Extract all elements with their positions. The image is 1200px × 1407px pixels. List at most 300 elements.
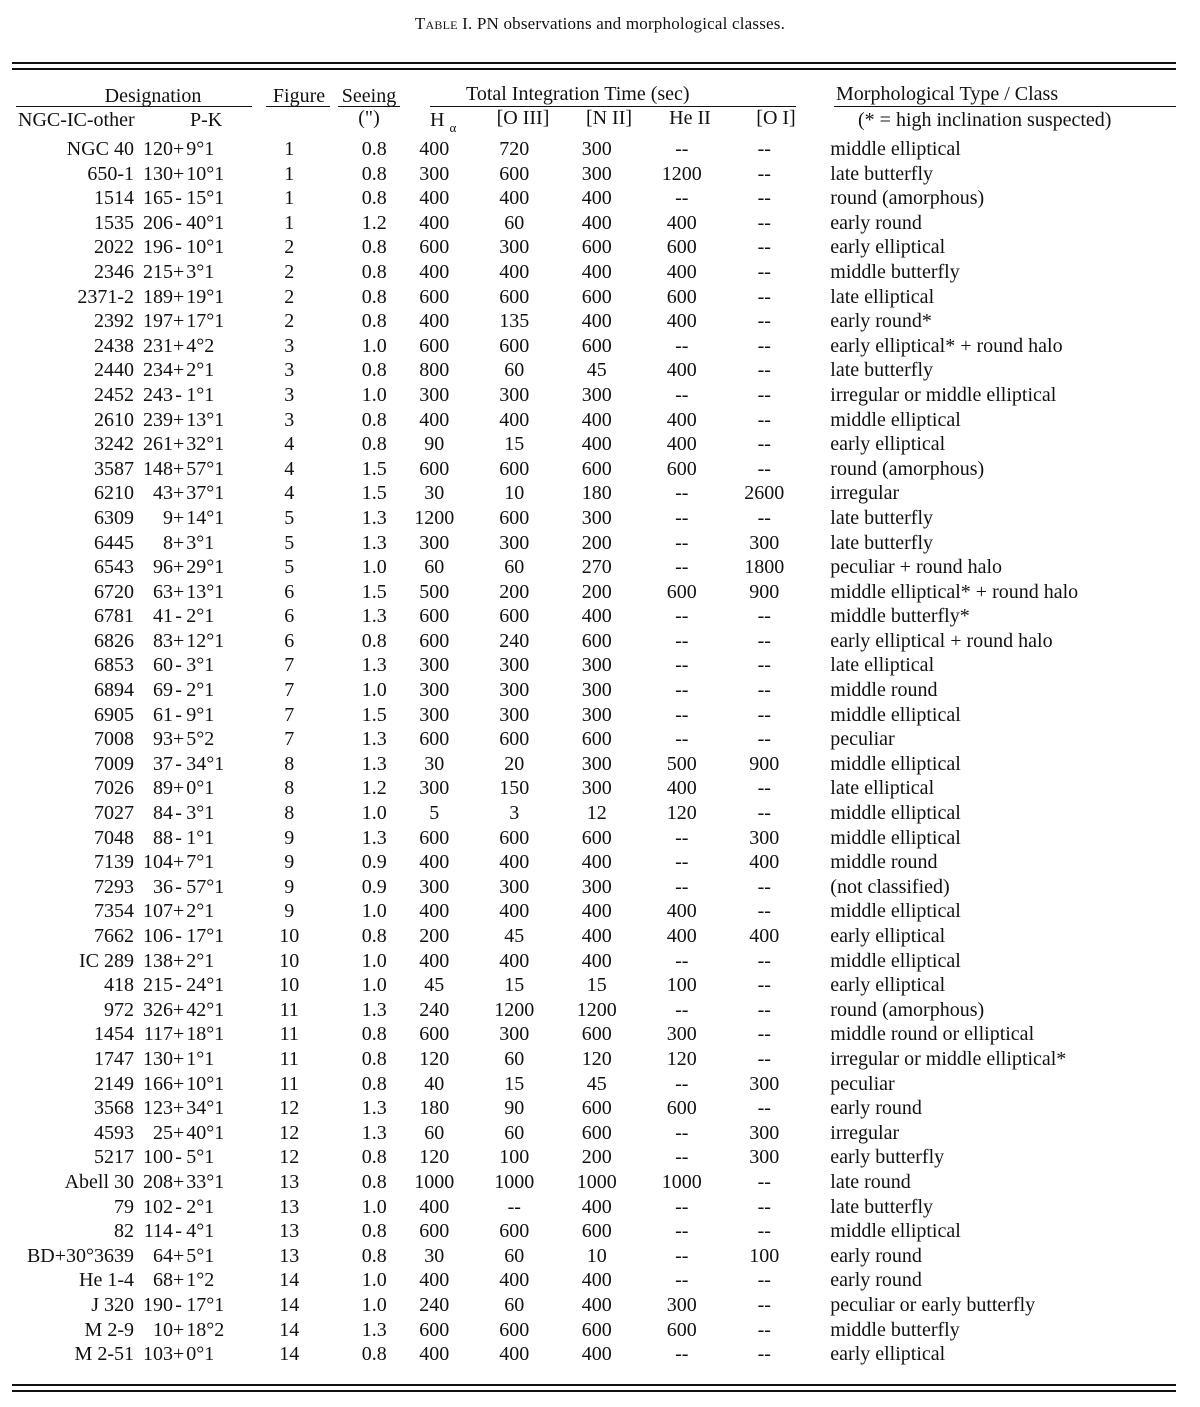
seeing-cell: 0.8 bbox=[361, 433, 387, 456]
seeing-cell: 0.8 bbox=[361, 285, 387, 308]
heii-time-cell: -- bbox=[675, 728, 689, 751]
seeing-cell: 1.5 bbox=[361, 580, 387, 603]
pk-sign-cell: - bbox=[175, 605, 182, 628]
seeing-cell: 1.5 bbox=[361, 482, 387, 505]
pk-latitude-cell: 1°1 bbox=[186, 826, 215, 849]
heii-time-cell: 400 bbox=[666, 408, 697, 431]
oiii-time-cell: 300 bbox=[499, 654, 530, 677]
table-row bbox=[0, 334, 1200, 359]
pk-longitude-cell: 102 bbox=[143, 1195, 173, 1218]
table-row bbox=[0, 408, 1200, 433]
designation-cell: 2346 bbox=[94, 260, 134, 283]
heii-time-cell: 600 bbox=[666, 1318, 697, 1341]
pk-sign-cell: + bbox=[173, 998, 185, 1021]
morph-class-cell: late butterfly bbox=[830, 359, 934, 382]
designation-cell: 6210 bbox=[94, 482, 134, 505]
halpha-time-cell: 500 bbox=[419, 580, 450, 603]
oiii-time-cell: 300 bbox=[499, 679, 530, 702]
heii-time-cell: -- bbox=[675, 506, 689, 529]
morph-class-cell: middle butterfly* bbox=[830, 605, 970, 628]
heii-time-cell: 600 bbox=[666, 285, 697, 308]
halpha-time-cell: 400 bbox=[419, 310, 450, 333]
morph-class-cell: irregular or middle elliptical* bbox=[830, 1047, 1067, 1070]
table-row bbox=[0, 457, 1200, 482]
halpha-time-cell: 600 bbox=[419, 826, 450, 849]
halpha-time-cell: 1200 bbox=[414, 506, 455, 529]
nii-time-cell: 400 bbox=[581, 851, 612, 874]
oi-time-cell: -- bbox=[757, 408, 771, 431]
pk-longitude-cell: 84 bbox=[153, 802, 173, 825]
oi-time-cell: 300 bbox=[749, 531, 780, 554]
nii-time-cell: 45 bbox=[586, 1072, 607, 1095]
pk-sign-cell: - bbox=[175, 703, 182, 726]
pk-sign-cell: + bbox=[173, 556, 185, 579]
seeing-cell: 1.0 bbox=[361, 900, 387, 923]
halpha-time-cell: 1000 bbox=[414, 1170, 455, 1193]
figure-cell: 3 bbox=[284, 359, 295, 382]
pk-sign-cell: + bbox=[173, 359, 185, 382]
heii-time-cell: -- bbox=[675, 703, 689, 726]
nii-time-cell: 120 bbox=[581, 1047, 612, 1070]
oi-time-cell: 900 bbox=[749, 580, 780, 603]
nii-time-cell: 400 bbox=[581, 949, 612, 972]
nii-time-cell: 400 bbox=[581, 211, 612, 234]
pk-sign-cell: + bbox=[173, 457, 185, 480]
heii-time-cell: -- bbox=[675, 1121, 689, 1144]
halpha-time-cell: 600 bbox=[419, 728, 450, 751]
pk-longitude-cell: 106 bbox=[143, 925, 173, 947]
seeing-cell: 0.8 bbox=[361, 1072, 387, 1095]
pk-sign-cell: + bbox=[173, 1023, 185, 1046]
pk-longitude-cell: 326 bbox=[143, 998, 173, 1021]
figure-cell: 6 bbox=[284, 580, 295, 603]
table-row bbox=[0, 1268, 1200, 1293]
pk-longitude-cell: 43 bbox=[153, 482, 173, 505]
pk-latitude-cell: 34°1 bbox=[186, 1097, 225, 1120]
figure-cell: 4 bbox=[284, 482, 295, 505]
halpha-time-cell: 240 bbox=[419, 1293, 450, 1316]
oiii-time-cell: 300 bbox=[499, 1023, 530, 1046]
heii-time-cell: -- bbox=[675, 826, 689, 849]
oi-time-cell: -- bbox=[757, 998, 771, 1021]
designation-cell: 1747 bbox=[94, 1047, 134, 1070]
nii-time-cell: 180 bbox=[581, 482, 612, 505]
table-row bbox=[0, 1318, 1200, 1343]
morph-class-cell: early elliptical* + round halo bbox=[830, 334, 1063, 357]
pk-latitude-cell: 57°1 bbox=[186, 457, 225, 480]
heii-time-cell: -- bbox=[675, 138, 689, 160]
oi-time-cell: -- bbox=[757, 629, 771, 652]
oiii-time-cell: 1200 bbox=[494, 998, 535, 1021]
table-row bbox=[0, 506, 1200, 531]
heii-time-cell: 300 bbox=[666, 1293, 697, 1316]
halpha-time-cell: 400 bbox=[419, 900, 450, 923]
halpha-time-cell: 60 bbox=[424, 556, 445, 579]
caption-number: I. bbox=[462, 14, 473, 33]
pk-sign-cell: + bbox=[173, 285, 185, 308]
table-row bbox=[0, 358, 1200, 383]
table-row bbox=[0, 801, 1200, 826]
pk-longitude-cell: 130 bbox=[143, 1047, 173, 1070]
pk-longitude-cell: 117 bbox=[143, 1023, 173, 1046]
morph-class-cell: late butterfly bbox=[830, 531, 934, 554]
oiii-time-cell: 600 bbox=[499, 506, 530, 529]
oiii-time-cell: 60 bbox=[504, 556, 525, 579]
oi-time-cell: -- bbox=[757, 310, 771, 333]
observations-table bbox=[0, 137, 1200, 1367]
oiii-time-cell: 60 bbox=[504, 1047, 525, 1070]
pk-latitude-cell: 7°1 bbox=[186, 851, 215, 874]
table-row bbox=[0, 186, 1200, 211]
heii-time-cell: -- bbox=[675, 334, 689, 357]
header-ngc: NGC-IC-other bbox=[18, 109, 135, 131]
halpha-time-cell: 5 bbox=[429, 802, 440, 825]
pk-longitude-cell: 37 bbox=[153, 752, 173, 775]
heii-time-cell: -- bbox=[675, 1195, 689, 1218]
heii-time-cell: 400 bbox=[666, 900, 697, 923]
table-row bbox=[0, 727, 1200, 752]
halpha-time-cell: 300 bbox=[419, 383, 450, 406]
heii-time-cell: 400 bbox=[666, 777, 697, 800]
halpha-time-cell: 400 bbox=[419, 138, 450, 160]
heii-time-cell: -- bbox=[675, 187, 689, 210]
pk-sign-cell: + bbox=[173, 260, 185, 283]
oi-time-cell: 100 bbox=[749, 1244, 780, 1267]
table-row bbox=[0, 580, 1200, 605]
oiii-time-cell: 15 bbox=[504, 974, 525, 997]
figure-cell: 13 bbox=[279, 1195, 300, 1218]
nii-time-cell: 400 bbox=[581, 1343, 612, 1366]
halpha-time-cell: 90 bbox=[424, 433, 445, 456]
header-nii: [N II] bbox=[585, 107, 633, 129]
morph-class-cell: round (amorphous) bbox=[830, 457, 985, 480]
pk-latitude-cell: 42°1 bbox=[186, 998, 225, 1021]
oi-time-cell: -- bbox=[757, 236, 771, 259]
table-caption bbox=[0, 14, 1200, 34]
seeing-cell: 0.8 bbox=[361, 138, 387, 160]
pk-longitude-cell: 239 bbox=[143, 408, 173, 431]
pk-sign-cell: - bbox=[175, 383, 182, 406]
figure-cell: 1 bbox=[284, 138, 295, 160]
designation-cell: 7662 bbox=[94, 925, 134, 947]
pk-sign-cell: + bbox=[173, 629, 185, 652]
figure-cell: 6 bbox=[284, 629, 295, 652]
figure-cell: 14 bbox=[279, 1269, 300, 1292]
halpha-time-cell: 300 bbox=[419, 703, 450, 726]
designation-cell: IC 289 bbox=[79, 949, 134, 972]
oi-time-cell: -- bbox=[757, 703, 771, 726]
oi-time-cell: -- bbox=[757, 802, 771, 825]
seeing-cell: 1.3 bbox=[361, 728, 387, 751]
pk-longitude-cell: 61 bbox=[153, 703, 173, 726]
oi-time-cell: 400 bbox=[749, 925, 780, 947]
pk-longitude-cell: 83 bbox=[153, 629, 173, 652]
morph-class-cell: middle elliptical bbox=[830, 826, 961, 849]
oiii-time-cell: 150 bbox=[499, 777, 530, 800]
pk-longitude-cell: 148 bbox=[143, 457, 173, 480]
nii-time-cell: 600 bbox=[581, 826, 612, 849]
pk-sign-cell: - bbox=[175, 1220, 182, 1243]
seeing-cell: 0.8 bbox=[361, 187, 387, 210]
halpha-time-cell: 600 bbox=[419, 285, 450, 308]
oiii-time-cell: 600 bbox=[499, 285, 530, 308]
figure-cell: 5 bbox=[284, 531, 295, 554]
pk-longitude-cell: 196 bbox=[143, 236, 173, 259]
seeing-cell: 1.3 bbox=[361, 826, 387, 849]
morph-class-cell: early butterfly bbox=[830, 1146, 945, 1169]
oiii-time-cell: 60 bbox=[504, 359, 525, 382]
oi-time-cell: -- bbox=[757, 1220, 771, 1243]
table-row bbox=[0, 850, 1200, 875]
table-row bbox=[0, 1096, 1200, 1121]
table-row bbox=[0, 973, 1200, 998]
pk-latitude-cell: 10°1 bbox=[186, 236, 225, 259]
pk-latitude-cell: 2°1 bbox=[186, 900, 215, 923]
morph-class-cell: late butterfly bbox=[830, 506, 934, 529]
nii-time-cell: 10 bbox=[586, 1244, 607, 1267]
pk-sign-cell: - bbox=[175, 679, 182, 702]
pk-latitude-cell: 1°1 bbox=[186, 1047, 215, 1070]
pk-latitude-cell: 17°1 bbox=[186, 925, 225, 947]
halpha-time-cell: 600 bbox=[419, 334, 450, 357]
header-heii: He II bbox=[669, 107, 711, 129]
heii-time-cell: -- bbox=[675, 1244, 689, 1267]
heii-time-cell: -- bbox=[675, 654, 689, 677]
nii-time-cell: 300 bbox=[581, 875, 612, 898]
figure-cell: 8 bbox=[284, 752, 295, 775]
nii-time-cell: 600 bbox=[581, 1220, 612, 1243]
oi-time-cell: -- bbox=[757, 260, 771, 283]
pk-sign-cell: - bbox=[175, 236, 182, 259]
table-row bbox=[0, 678, 1200, 703]
morph-class-cell: (not classified) bbox=[830, 875, 950, 898]
designation-cell: 2022 bbox=[94, 236, 134, 259]
pk-longitude-cell: 215 bbox=[143, 260, 173, 283]
pk-latitude-cell: 1°2 bbox=[186, 1269, 215, 1292]
nii-time-cell: 300 bbox=[581, 777, 612, 800]
heii-time-cell: 400 bbox=[666, 260, 697, 283]
pk-latitude-cell: 2°1 bbox=[186, 679, 215, 702]
table-row bbox=[0, 1195, 1200, 1220]
pk-latitude-cell: 2°1 bbox=[186, 1195, 215, 1218]
seeing-cell: 1.3 bbox=[361, 531, 387, 554]
figure-cell: 9 bbox=[284, 900, 295, 923]
top-rule-1 bbox=[12, 62, 1176, 64]
pk-latitude-cell: 13°1 bbox=[186, 408, 225, 431]
pk-longitude-cell: 231 bbox=[143, 334, 173, 357]
heii-time-cell: -- bbox=[675, 1072, 689, 1095]
nii-time-cell: 600 bbox=[581, 285, 612, 308]
pk-longitude-cell: 36 bbox=[153, 875, 173, 898]
figure-cell: 12 bbox=[279, 1146, 300, 1169]
figure-cell: 4 bbox=[284, 433, 295, 456]
pk-longitude-cell: 10 bbox=[153, 1318, 173, 1341]
morph-class-cell: middle elliptical bbox=[830, 703, 961, 726]
morph-class-cell: early elliptical bbox=[830, 1343, 946, 1366]
morph-class-cell: late elliptical bbox=[830, 285, 935, 308]
seeing-cell: 1.3 bbox=[361, 506, 387, 529]
nii-time-cell: 300 bbox=[581, 162, 612, 185]
seeing-cell: 0.8 bbox=[361, 359, 387, 382]
pk-sign-cell: + bbox=[173, 1269, 185, 1292]
morph-class-cell: early elliptical bbox=[830, 974, 946, 997]
oiii-time-cell: 1000 bbox=[494, 1170, 535, 1193]
oi-time-cell: -- bbox=[757, 433, 771, 456]
seeing-cell: 0.9 bbox=[361, 875, 387, 898]
figure-cell: 9 bbox=[284, 875, 295, 898]
halpha-time-cell: 400 bbox=[419, 408, 450, 431]
pk-sign-cell: + bbox=[173, 949, 185, 972]
figure-cell: 7 bbox=[284, 703, 295, 726]
seeing-cell: 0.8 bbox=[361, 629, 387, 652]
pk-latitude-cell: 2°1 bbox=[186, 605, 215, 628]
oi-time-cell: 300 bbox=[749, 1146, 780, 1169]
pk-latitude-cell: 0°1 bbox=[186, 777, 215, 800]
oiii-time-cell: 60 bbox=[504, 1293, 525, 1316]
designation-cell: 2392 bbox=[94, 310, 134, 333]
seeing-cell: 1.3 bbox=[361, 1121, 387, 1144]
pk-longitude-cell: 64 bbox=[153, 1244, 173, 1267]
heii-time-cell: -- bbox=[675, 556, 689, 579]
figure-cell: 8 bbox=[284, 777, 295, 800]
nii-time-cell: 200 bbox=[581, 1146, 612, 1169]
pk-sign-cell: + bbox=[173, 334, 185, 357]
heii-time-cell: -- bbox=[675, 851, 689, 874]
pk-longitude-cell: 114 bbox=[143, 1220, 173, 1243]
pk-sign-cell: - bbox=[175, 875, 182, 898]
heii-time-cell: -- bbox=[675, 383, 689, 406]
pk-longitude-cell: 123 bbox=[143, 1097, 173, 1120]
designation-cell: 2371-2 bbox=[77, 285, 134, 308]
figure-cell: 10 bbox=[279, 925, 300, 947]
figure-cell: 14 bbox=[279, 1343, 300, 1366]
table-row bbox=[0, 826, 1200, 851]
heii-time-cell: 400 bbox=[666, 211, 697, 234]
seeing-cell: 0.8 bbox=[361, 310, 387, 333]
designation-cell: 7354 bbox=[94, 900, 134, 923]
heii-time-cell: -- bbox=[675, 482, 689, 505]
nii-time-cell: 400 bbox=[581, 900, 612, 923]
seeing-cell: 0.8 bbox=[361, 1220, 387, 1243]
pk-latitude-cell: 33°1 bbox=[186, 1170, 225, 1193]
nii-time-cell: 600 bbox=[581, 728, 612, 751]
pk-latitude-cell: 32°1 bbox=[186, 433, 225, 456]
morph-class-cell: middle elliptical bbox=[830, 900, 961, 923]
designation-cell: 2440 bbox=[94, 359, 134, 382]
morph-class-cell: late round bbox=[830, 1170, 911, 1193]
pk-longitude-cell: 41 bbox=[153, 605, 173, 628]
table-row bbox=[0, 285, 1200, 310]
pk-longitude-cell: 60 bbox=[153, 654, 173, 677]
heii-time-cell: -- bbox=[675, 1146, 689, 1169]
designation-cell: 1514 bbox=[94, 187, 134, 210]
pk-latitude-cell: 10°1 bbox=[186, 1072, 225, 1095]
table-row bbox=[0, 531, 1200, 556]
seeing-cell: 1.3 bbox=[361, 1318, 387, 1341]
designation-cell: 7026 bbox=[94, 777, 134, 800]
designation-cell: 6445 bbox=[94, 531, 134, 554]
heii-time-cell: 120 bbox=[666, 802, 697, 825]
pk-longitude-cell: 120 bbox=[143, 138, 173, 160]
pk-longitude-cell: 197 bbox=[143, 310, 173, 333]
halpha-time-cell: 300 bbox=[419, 875, 450, 898]
pk-sign-cell: - bbox=[175, 1293, 182, 1316]
heii-time-cell: -- bbox=[675, 531, 689, 554]
heii-time-cell: -- bbox=[675, 1343, 689, 1366]
designation-cell: 6894 bbox=[94, 679, 134, 702]
morph-class-cell: middle round bbox=[830, 851, 938, 874]
designation-cell: 5217 bbox=[94, 1146, 134, 1169]
seeing-cell: 1.3 bbox=[361, 998, 387, 1021]
table-row bbox=[0, 604, 1200, 629]
oi-time-cell: -- bbox=[757, 138, 771, 160]
pk-sign-cell: + bbox=[173, 506, 185, 529]
pk-longitude-cell: 165 bbox=[143, 187, 173, 210]
pk-sign-cell: + bbox=[173, 1170, 185, 1193]
halpha-time-cell: 300 bbox=[419, 531, 450, 554]
pk-longitude-cell: 96 bbox=[153, 556, 173, 579]
oiii-time-cell: 300 bbox=[499, 875, 530, 898]
heii-time-cell: 500 bbox=[666, 752, 697, 775]
designation-cell: 3587 bbox=[94, 457, 134, 480]
header-alpha: α bbox=[449, 120, 457, 135]
table-row bbox=[0, 309, 1200, 334]
oi-time-cell: -- bbox=[757, 1097, 771, 1120]
oiii-time-cell: -- bbox=[507, 1195, 521, 1218]
morph-class-cell: early round bbox=[830, 211, 922, 234]
table-row bbox=[0, 1145, 1200, 1170]
pk-latitude-cell: 14°1 bbox=[186, 506, 225, 529]
pk-sign-cell: + bbox=[173, 408, 185, 431]
oi-time-cell: 300 bbox=[749, 1072, 780, 1095]
halpha-time-cell: 30 bbox=[424, 752, 445, 775]
morph-class-cell: early elliptical bbox=[830, 236, 946, 259]
heii-time-cell: -- bbox=[675, 679, 689, 702]
header-designation: Designation bbox=[104, 85, 202, 107]
oiii-time-cell: 600 bbox=[499, 162, 530, 185]
figure-cell: 10 bbox=[279, 974, 300, 997]
nii-time-cell: 15 bbox=[586, 974, 607, 997]
oi-time-cell: -- bbox=[757, 1318, 771, 1341]
seeing-cell: 1.0 bbox=[361, 1269, 387, 1292]
pk-longitude-cell: 130 bbox=[143, 162, 173, 185]
bottom-rule-1 bbox=[12, 1384, 1176, 1386]
oiii-time-cell: 400 bbox=[499, 900, 530, 923]
pk-latitude-cell: 17°1 bbox=[186, 1293, 225, 1316]
halpha-time-cell: 400 bbox=[419, 260, 450, 283]
table-row bbox=[0, 235, 1200, 260]
pk-sign-cell: - bbox=[175, 802, 182, 825]
header-figure: Figure bbox=[272, 85, 326, 107]
designation-cell: 2452 bbox=[94, 383, 134, 406]
heii-time-cell: -- bbox=[675, 875, 689, 898]
seeing-cell: 1.0 bbox=[361, 679, 387, 702]
oiii-time-cell: 300 bbox=[499, 531, 530, 554]
pk-sign-cell: - bbox=[175, 187, 182, 210]
pk-sign-cell: + bbox=[173, 531, 185, 554]
halpha-time-cell: 600 bbox=[419, 1318, 450, 1341]
nii-time-cell: 400 bbox=[581, 1269, 612, 1292]
designation-cell: 7048 bbox=[94, 826, 134, 849]
oi-time-cell: 1800 bbox=[744, 556, 785, 579]
figure-cell: 14 bbox=[279, 1293, 300, 1316]
nii-time-cell: 600 bbox=[581, 1097, 612, 1120]
oiii-time-cell: 10 bbox=[504, 482, 525, 505]
pk-longitude-cell: 166 bbox=[143, 1072, 173, 1095]
designation-cell: 4593 bbox=[94, 1121, 134, 1144]
pk-sign-cell: + bbox=[173, 851, 185, 874]
halpha-time-cell: 400 bbox=[419, 1269, 450, 1292]
